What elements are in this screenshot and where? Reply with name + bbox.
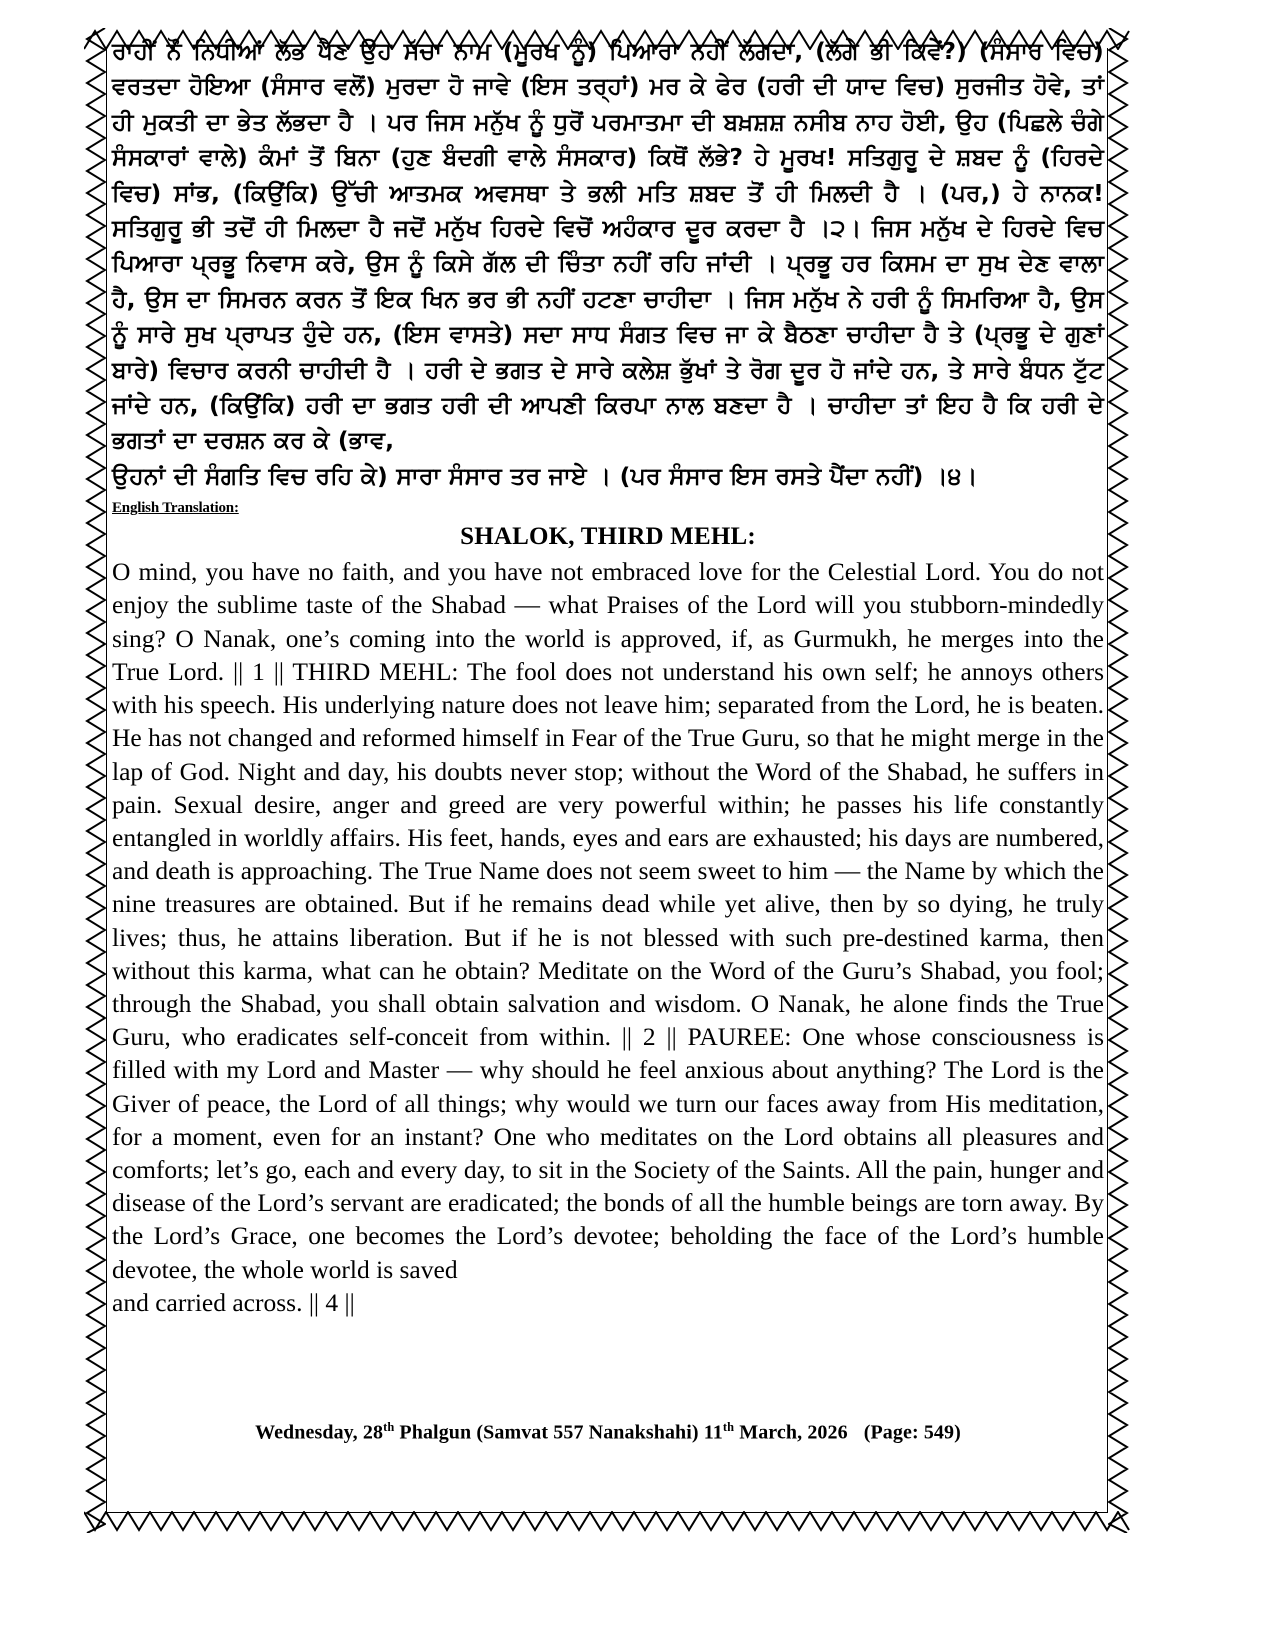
- footer-gregorian-rest: March, 2026: [734, 1421, 848, 1444]
- border-zigzag-left: [84, 28, 106, 1533]
- english-translation-body: [112, 555, 1104, 1319]
- footer-gregorian-day: 11: [703, 1421, 723, 1444]
- english-heading: SHALOK, THIRD MEHL:: [460, 523, 756, 551]
- gurmukhi-last-line: ਉਹਨਾਂ ਦੀ ਸੰਗਤਿ ਵਿਚ ਰਹਿ ਕੇ) ਸਾਰਾ ਸੰਸਾਰ ਤਰ ਜਾਏ । (ਪਰ ਸੰਸਾਰ ਇਸ ਰਸਤੇ ਪੈਂਦਾ ਨਹੀਂ) ।੪।: [112, 461, 978, 490]
- footer-month-punjabi: Phalgun (Samvat 557 Nanakshahi): [394, 1421, 704, 1444]
- footer-page-number: (Page: 549): [863, 1421, 961, 1444]
- footer-day-suffix: th: [383, 1420, 395, 1434]
- english-translation-label: English Translation:: [112, 500, 239, 517]
- english-body-tail: and carried across. || 4 ||: [112, 1287, 355, 1317]
- footer-weekday: Wednesday,: [255, 1421, 363, 1444]
- border-zigzag-right: [1108, 28, 1130, 1533]
- footer-day: 28: [362, 1421, 384, 1444]
- footer-date-line: [112, 1420, 1104, 1445]
- gurmukhi-body-text: ਰਾਹੀਂ ਨੌ ਨਿਧੀਆਂ ਲੱਭ ਪੈਣ ਉਹ ਸੱਚਾ ਨਾਮ (ਮੂਰਖ ਨੂੰ) ਪਿਆਰਾ ਨਹੀਂ ਲੱਗਦਾ, (ਲੱਗੇ ਭੀ ਕਿਵੇਂ?) (ਸੰਸਾਰ ਵਿਚ) ਵਰਤਦਾ ਹੋਇਆ (ਸੰਸਾਰ ਵਲੋਂ) ਮੁਰਦਾ ਹੋ ਜਾਵੇ (ਇਸ ਤਰ੍ਹਾਂ) ਮਰ ਕੇ ਫੇਰ (ਹਰੀ ਦੀ ਯਾਦ ਵਿਚ) ਸੁਰਜੀਤ ਹੋਵੇ, ਤਾਂ ਹੀ ਮੁਕਤੀ ਦਾ ਭੇਤ ਲੱਭਦਾ ਹੈ । ਪਰ ਜਿਸ ਮਨੁੱਖ ਨੂੰ ਧੁਰੋਂ ਪਰਮਾਤਮਾ ਦੀ ਬਖ਼ਸ਼ਸ਼ ਨਸੀਬ ਨਾਹ ਹੋਈ, ਉਹ (ਪਿਛਲੇ ਚੰਗੇ ਸੰਸਕਾਰਾਂ ਵਾਲੇ) ਕੰਮਾਂ ਤੋਂ ਬਿਨਾ (ਹੁਣ ਬੰਦਗੀ ਵਾਲੇ ਸੰਸਕਾਰ) ਕਿਥੋਂ ਲੱਭੇ? ਹੇ ਮੂਰਖ! ਸਤਿਗੁਰੂ ਦੇ ਸ਼ਬਦ ਨੂੰ (ਹਿਰਦੇ ਵਿਚ) ਸਾਂਭ, (ਕਿਉਂਕਿ) ਉੱਚੀ ਆਤਮਕ ਅਵਸਥਾ ਤੇ ਭਲੀ ਮਤਿ ਸ਼ਬਦ ਤੋਂ ਹੀ ਮਿਲਦੀ ਹੈ । (ਪਰ,) ਹੇ ਨਾਨਕ! ਸਤਿਗੁਰੂ ਭੀ ਤਦੋਂ ਹੀ ਮਿਲਦਾ ਹੈ ਜਦੋਂ ਮਨੁੱਖ ਹਿਰਦੇ ਵਿਚੋਂ ਅਹੰਕਾਰ ਦੂਰ ਕਰਦਾ ਹੈ ।੨। ਜਿਸ ਮਨੁੱਖ ਦੇ ਹਿਰਦੇ ਵਿਚ ਪਿਆਰਾ ਪ੍ਰਭੂ ਨਿਵਾਸ ਕਰੇ, ਉਸ ਨੂੰ ਕਿਸੇ ਗੱਲ ਦੀ ਚਿੰਤਾ ਨਹੀਂ ਰਹਿ ਜਾਂਦੀ । ਪ੍ਰਭੂ ਹਰ ਕਿਸਮ ਦਾ ਸੁਖ ਦੇਣ ਵਾਲਾ ਹੈ, ਉਸ ਦਾ ਸਿਮਰਨ ਕਰਨ ਤੋਂ ਇਕ ਖਿਨ ਭਰ ਭੀ ਨਹੀਂ ਹਟਣਾ ਚਾਹੀਦਾ । ਜਿਸ ਮਨੁੱਖ ਨੇ ਹਰੀ ਨੂੰ ਸਿਮਰਿਆ ਹੈ, ਉਸ ਨੂੰ ਸਾਰੇ ਸੁਖ ਪ੍ਰਾਪਤ ਹੁੰਦੇ ਹਨ, (ਇਸ ਵਾਸਤੇ) ਸਦਾ ਸਾਧ ਸੰਗਤ ਵਿਚ ਜਾ ਕੇ ਬੈਠਣਾ ਚਾਹੀਦਾ ਹੈ ਤੇ (ਪ੍ਰਭੂ ਦੇ ਗੁਣਾਂ ਬਾਰੇ) ਵਿਚਾਰ ਕਰਨੀ ਚਾਹੀਦੀ ਹੈ । ਹਰੀ ਦੇ ਭਗਤ ਦੇ ਸਾਰੇ ਕਲੇਸ਼ ਭੁੱਖਾਂ ਤੇ ਰੋਗ ਦੂਰ ਹੋ ਜਾਂਦੇ ਹਨ, ਤੇ ਸਾਰੇ ਬੰਧਨ ਟੁੱਟ ਜਾਂਦੇ ਹਨ, (ਕਿਉਂਕਿ) ਹਰੀ ਦਾ ਭਗਤ ਹਰੀ ਦੀ ਆਪਣੀ ਕਿਰਪਾ ਨਾਲ ਬਣਦਾ ਹੈ । ਚਾਹੀਦਾ ਤਾਂ ਇਹ ਹੈ ਕਿ ਹਰੀ ਦੇ ਭਗਤਾਂ ਦਾ ਦਰਸ਼ਨ ਕਰ ਕੇ (ਭਾਵ,: [112, 37, 1104, 455]
- english-body-text: O mind, you have no faith, and you have not embraced love for the Celestial Lord. You do not enjoy the sublime taste of the Shabad — what Praises of the Lord will you stubborn-mindedly sing? O Nanak, one’s coming into the world is approved, if, as Gurmukh, he merges into the True Lord. || 1 || THIRD MEHL: The fool does not understand his own self; he annoys others with his speech. His underlying nature does not leave him; separated from the Lord, he is beaten. He has not changed and reformed himself in Fear of the True Guru, so that he might merge in the lap of God. Night and day, his doubts never stop; without the Word of the Shabad, he suffers in pain. Sexual desire, anger and greed are very powerful within; he passes his life constantly entangled in worldly affairs. His feet, hands, eyes and ears are exhausted; his days are numbered, and death is approaching. The True Name does not seem sweet to him — the Name by which the nine treasures are obtained. But if he remains dead while yet alive, then by so dying, he truly lives; thus, he attains liberation. But if he is not blessed with such pre-destined karma, then without this karma, what can he obtain? Meditate on the Word of the Guru’s Shabad, you fool; through the Shabad, you shall obtain salvation and wisdom. O Nanak, he alone finds the True Guru, who eradicates self-conceit from within. || 2 || PAUREE: One whose consciousness is filled with my Lord and Master — why should he feel anxious about anything? The Lord is the Giver of peace, the Lord of all things; why would we turn our faces away from His meditation, for a moment, even for an instant? One who meditates on the Lord obtains all pleasures and comforts; let’s go, each and every day, to sit in the Society of the Saints. All the pain, hunger and disease of the Lord’s servant are eradicated; the bonds of all the humble beings are torn away. By the Lord’s Grace, one becomes the Lord’s devotee; beholding the face of the Lord’s humble devotee, the whole world is saved: [112, 557, 1104, 1284]
- border-zigzag-bottom: [84, 1511, 1130, 1533]
- gurmukhi-passage: [112, 34, 1104, 494]
- footer-gregorian-day-suffix: th: [722, 1420, 735, 1434]
- page-content: [112, 34, 1104, 1319]
